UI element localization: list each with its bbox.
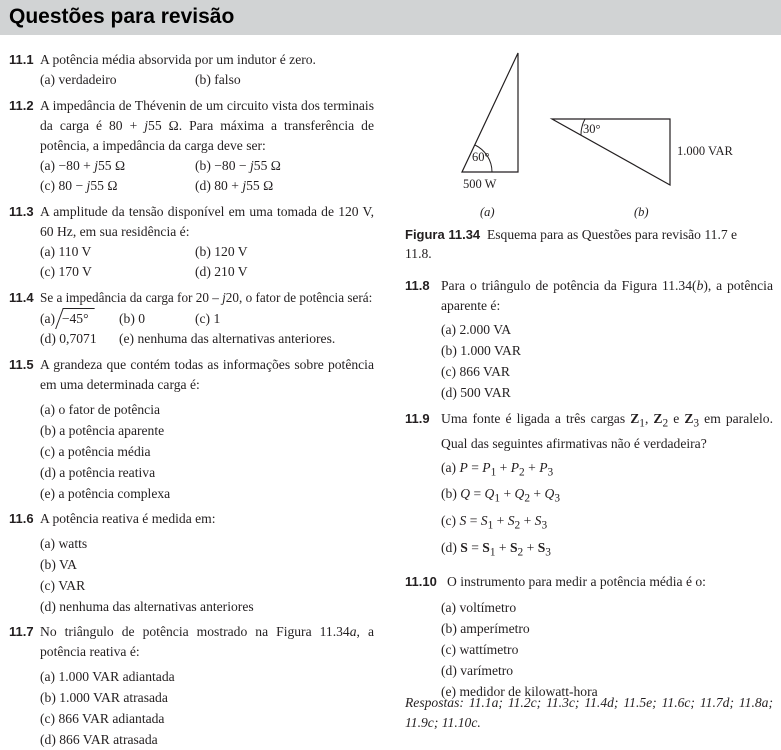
section-title: Questões para revisão [9,5,235,28]
question-number: 11.5 [9,357,34,372]
angle-label-b: 30° [583,122,601,136]
option: (d) nenhuma das alternativas anteriores [40,599,254,614]
option: (e) nenhuma das alternativas anteriores. [119,331,336,346]
option-row [40,70,374,90]
power-triangle-a [462,53,518,172]
question-text: A potência reativa é medida em: [40,511,216,526]
option: (c) VAR [40,578,86,593]
question-11-2 [9,96,374,196]
question-11-6 [9,509,374,617]
question-11-7 [9,622,374,750]
figure-caption-text: Esquema para as Questões para revisão 11.7 e 11.8. [405,227,738,261]
option: (d) varímetro [441,662,514,678]
question-number: 11.2 [9,98,34,113]
option: (b) 1.000 VAR atrasada [40,690,168,705]
question-11-1 [9,50,374,90]
option-row [40,156,374,176]
question-text: Para o triângulo de potência da Figura 11.34(b), a potência aparente é: [441,278,773,313]
question-11-4 [9,288,374,349]
option-row [40,262,374,282]
question-number: 11.9 [405,411,430,426]
option: (d) 80 + j55 Ω [195,178,274,193]
option: (d) 0,7071 [40,331,97,346]
figure-11-34 [430,45,770,225]
option: (c) 170 V [40,264,92,279]
option-row [40,242,374,262]
question-number: 11.4 [9,290,34,305]
question-number: 11.7 [9,624,34,639]
option: (b) falso [195,72,241,87]
option: (a) 110 V [40,244,92,259]
option: (c) wattímetro [441,641,519,657]
left-column [9,50,374,750]
option: (a) 1.000 VAR adiantada [40,669,175,684]
question-number: 11.8 [405,278,430,293]
question-text: No triângulo de potência mostrado na Figura 11.34a, a potência reativa é: [40,624,374,659]
question-text: O instrumento para medir a potência média é o: [447,573,706,589]
option-row [40,329,374,349]
question-11-5 [9,355,374,504]
option: (a) watts [40,536,88,551]
option: (c) $S = S_1 + S_2 + S_3$ [441,513,548,532]
figure-label-a: (a) [480,205,495,219]
question-text: A amplitude da tensão disponível em uma tomada de 120 V, 60 Hz, em sua residência é: [40,204,374,239]
option: (b) amperímetro [441,620,530,636]
question-number: 11.10 [405,573,437,589]
question-number: 11.6 [9,511,34,526]
option: (a) 2.000 VA [441,322,512,337]
question-text: Se a impedância da carga for 20 – j20, o fator de potência será: [40,290,373,305]
option: (c) 866 VAR adiantada [40,711,165,726]
option: (c) 866 VAR [441,364,510,379]
option: (d) a potência reativa [40,465,156,480]
option: (a) −45° [40,308,119,329]
option: (e) medidor de kilowatt-hora [441,683,598,699]
option: (a) −80 + j55 Ω [40,158,126,173]
option-row [40,308,374,329]
question-11-9 [405,409,773,564]
option: (c) a potência média [40,444,151,459]
option: (e) a potência complexa [40,486,171,501]
base-label-a: 500 W [463,177,497,191]
option: (b) VA [40,557,77,572]
option: (d) 866 VAR atrasada [40,732,158,747]
question-11-8 [405,276,773,403]
right-column [405,276,773,702]
option: (c) 80 − j55 Ω [40,178,118,193]
option: (b) 1.000 VAR [441,343,521,358]
answers: Respostas: 11.1a; 11.2c; 11.3c; 11.4d; 11.5e; 11.6c; 11.7d; 11.8a; 11.9c; 11.10c. [405,695,773,730]
option: (c) 1 [195,311,221,326]
option: (a) o fator de potência [40,402,161,417]
figure-caption [405,225,765,263]
question-number: 11.1 [9,52,34,67]
angle-label-a: 60° [472,150,490,164]
question-text: A potência média absorvida por um indutor é zero. [40,52,316,67]
option: (b) 120 V [195,244,248,259]
question-text: A grandeza que contém todas as informações sobre potência em uma determinada carga é: [40,357,374,392]
question-text: Uma fonte é ligada a três cargas $Z_1$, $Z_2$ e $Z_3$ em paralelo. Qual das seguintes afirmativas não é verdadeira? [441,411,774,451]
question-text: A impedância de Thévenin de um circuito vista dos terminais da carga é 80 + j55 Ω. Para máxima a transferência de potência, a impedância da carga deve ser: [40,98,375,153]
figure-caption-label: Figura 11.34 [405,227,481,242]
figure-label-b: (b) [634,205,649,219]
section-header [0,0,781,35]
option: (a) $P = P_1 + P_2 + P_3$ [441,459,554,479]
question-11-3 [9,202,374,282]
option: (d) 500 VAR [441,385,511,400]
question-number: 11.3 [9,204,34,219]
power-triangle-b [552,119,670,185]
option: (b) $Q = Q_1 + Q_2 + Q_3$ [441,486,560,506]
option: (a) voltímetro [441,599,517,615]
option: (d) $S = S_1 + S_2 + S_3$ [441,539,551,559]
side-label-b: 1.000 VAR [677,144,733,158]
option: (b) 0 [119,311,146,326]
option: (a) verdadeiro [40,72,117,87]
option: (d) 210 V [195,264,248,279]
question-11-10 [405,572,773,702]
option: (b) a potência aparente [40,423,165,438]
option-row [40,176,374,196]
option: (b) −80 − j55 Ω [195,158,281,173]
